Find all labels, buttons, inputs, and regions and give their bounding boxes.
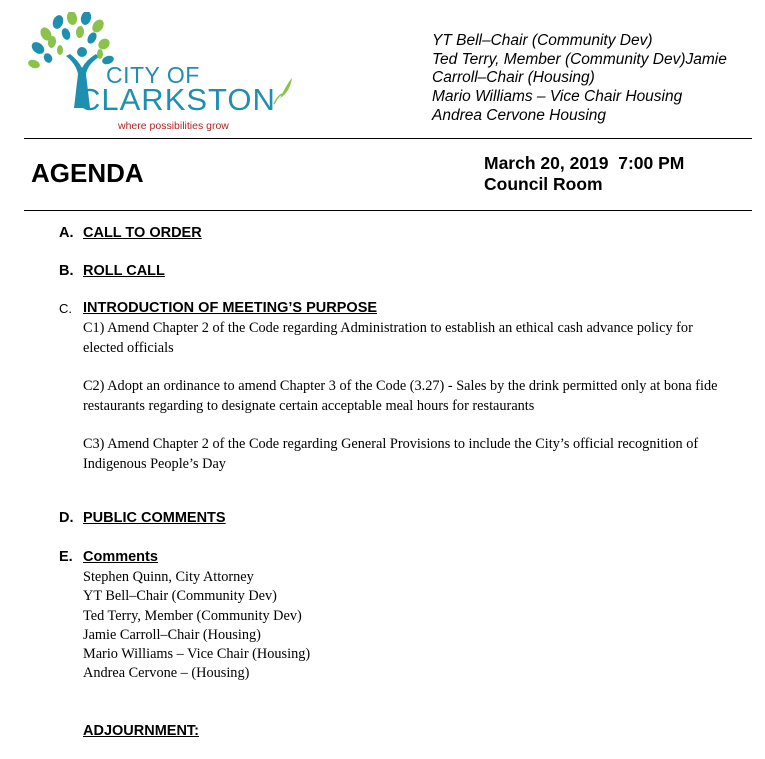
meeting-info — [484, 153, 684, 195]
section-letter: C. — [59, 301, 72, 316]
member-line: Andrea Cervone Housing — [432, 106, 607, 124]
section-roll-call: ROLL CALL — [83, 263, 165, 279]
section-call-to-order: CALL TO ORDER — [83, 225, 202, 241]
logo-city-line: CITY OF — [106, 62, 200, 88]
section-letter: B. — [59, 263, 74, 279]
list-item: Ted Terry, Member (Community Dev) — [83, 607, 302, 624]
meeting-location: Council Room — [484, 174, 603, 194]
title-divider — [24, 210, 752, 211]
member-line: YT Bell–Chair (Community Dev) — [432, 32, 653, 49]
meeting-date-time: March 20, 2019 7:00 PM — [484, 153, 685, 173]
header-divider — [24, 138, 752, 139]
member-line: Mario Williams – Vice Chair Housing — [432, 88, 683, 106]
list-item: Stephen Quinn, City Attorney — [83, 569, 254, 585]
section-adjournment: ADJOURNMENT: — [83, 723, 199, 739]
logo-tagline: where possibilities grow — [118, 120, 229, 132]
section-letter: D. — [59, 510, 74, 526]
comments-list — [83, 568, 310, 684]
list-item: Andrea Cervone – (Housing) — [83, 665, 250, 682]
section-comments: Comments — [83, 549, 158, 565]
list-item: Mario Williams – Vice Chair (Housing) — [83, 646, 311, 663]
logo-name-line: CLARKSTON — [78, 82, 276, 117]
agenda-item-c1: C1) Amend Chapter 2 of the Code regarding Administration to establish an ethical cash advance policy for elected officials — [83, 320, 693, 356]
list-item: YT Bell–Chair (Community Dev) — [83, 588, 277, 605]
section-letter: A. — [59, 225, 74, 241]
member-line: Ted Terry, Member (Community Dev)Jamie — [432, 50, 727, 68]
agenda-item-c3: C3) Amend Chapter 2 of the Code regarding General Provisions to include the City’s official recognition of Indigenous People’s Day — [83, 436, 699, 472]
page-title: AGENDA — [31, 158, 144, 188]
list-item: Jamie Carroll–Chair (Housing) — [83, 626, 261, 643]
section-letter: E. — [59, 549, 73, 565]
section-public-comments: PUBLIC COMMENTS — [83, 510, 226, 526]
section-meeting-purpose: INTRODUCTION OF MEETING’S PURPOSE — [83, 300, 378, 316]
member-line: Carroll–Chair (Housing) — [432, 69, 595, 87]
agenda-item-c2: C2) Adopt an ordinance to amend Chapter 3 of the Code (3.27) - Sales by the drink permitted only at bona fide restaurants regarding to designate certain acceptable meal hours for restaurants — [83, 378, 718, 414]
leaf-icon — [274, 78, 292, 104]
committee-members — [432, 32, 727, 126]
